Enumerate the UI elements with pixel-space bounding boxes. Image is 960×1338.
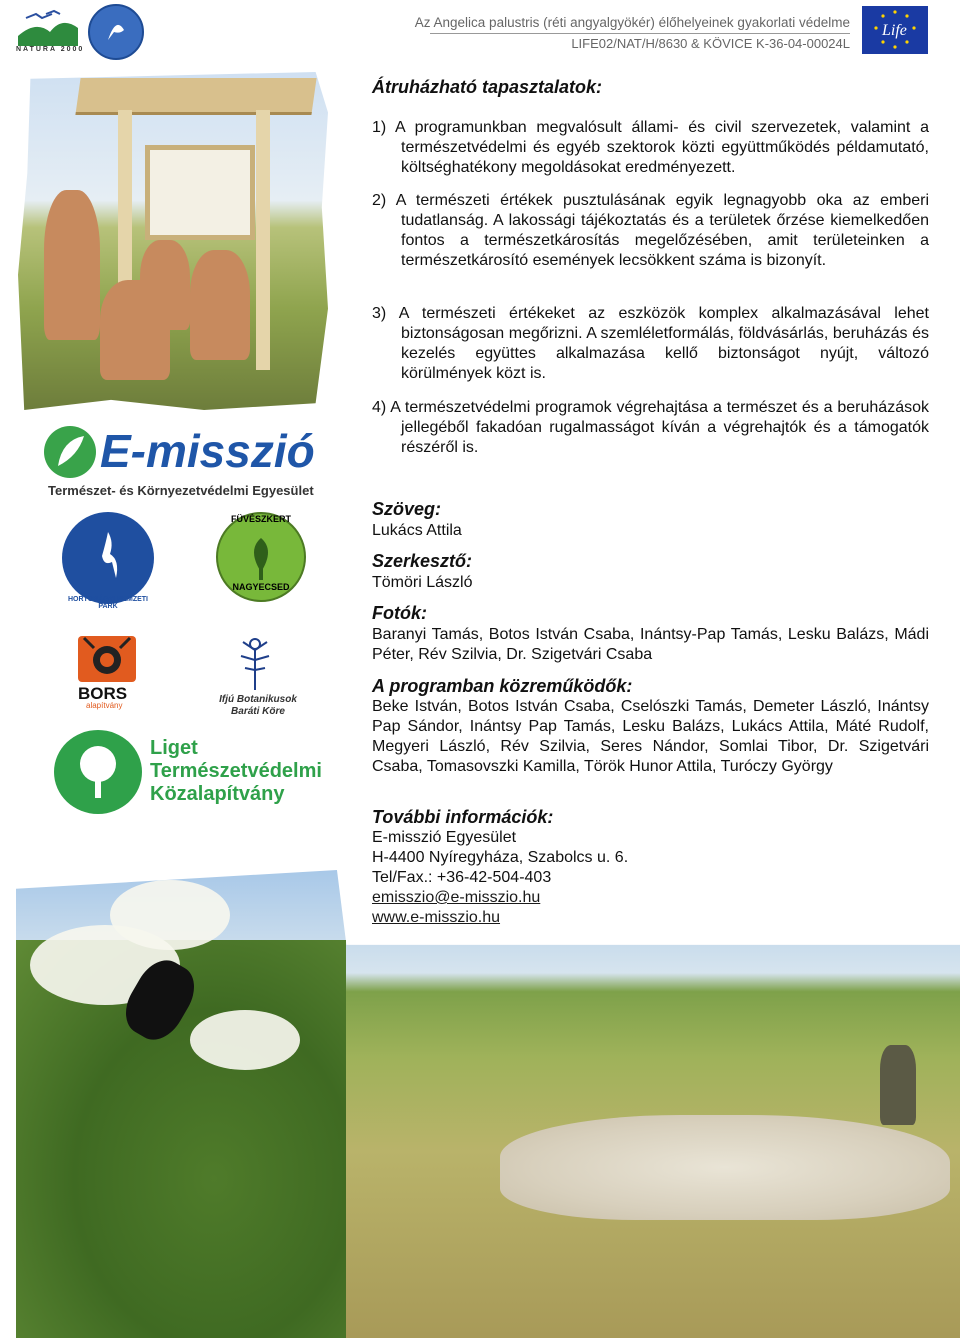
editor-value: Tömöri László [372, 574, 473, 591]
point-2 [372, 191, 929, 271]
info-web-row [372, 908, 929, 928]
bors-label: BORS [78, 684, 128, 703]
ibk-line1: Ifjú Botanikusok [219, 694, 297, 705]
point-2-text: 2) A természeti értékek pusztulásának egyik legnagyobb oka az emberi tudatlanság. A lakossági tájékoztatás és a területek őrzése kiemelkedően fontos a természetkárosítás megelőzésében, amit területeinken a természetkárosító események lecsökkent száma is bizonyít. [372, 192, 929, 269]
info-email-row [372, 888, 929, 908]
bors-logo-icon [78, 636, 136, 682]
life-logo [862, 6, 928, 54]
liget-line2: Természetvédelmi [150, 760, 322, 782]
point-3 [372, 304, 929, 384]
white-flower-cluster [190, 1010, 300, 1070]
liget-line3: Közalapítvány [150, 783, 285, 805]
person-figure [44, 190, 100, 340]
point-1 [372, 118, 929, 178]
editor-label: Szerkesztő: [372, 551, 473, 571]
fuveszkert-label-top: FÜVÉSZKERT [230, 514, 291, 524]
photos-label: Fotók: [372, 603, 427, 623]
text-author-label: Szöveg: [372, 499, 442, 519]
liget-tree-icon [54, 730, 142, 814]
info-org: E-misszió Egyesület [372, 829, 517, 846]
ibk-plant-icon [232, 636, 278, 690]
text-author-value: Lukács Attila [372, 522, 462, 539]
booth-roof [75, 78, 316, 115]
experiences-heading: Átruházható tapasztalatok: [372, 77, 603, 97]
sheep-flock [500, 1115, 950, 1220]
shepherd-figure [880, 1045, 916, 1125]
emissio-leaf-icon [44, 426, 96, 478]
emissio-logo-text: E-misszió [100, 425, 315, 477]
person-figure [140, 240, 190, 330]
booth-post-right [256, 110, 270, 370]
booth-info-board [145, 145, 255, 240]
point-4-text: 4) A természetvédelmi programok végrehajtása a természet és a beruházások jellegéből fakadóan rugalmasságot kíván a végrehajtók és a támogatók részéről is. [372, 399, 929, 456]
ibk-label [214, 694, 302, 718]
email-link[interactable]: emisszio@e-misszio.hu [372, 889, 541, 906]
person-figure [190, 250, 250, 360]
project-title: Az Angelica palustris (réti angyalgyökér) élőhelyeinek gyakorlati védelme [414, 15, 850, 30]
natura-label: NATURA 2000 [16, 46, 85, 53]
hnp-label: HORTOBÁGYI NEMZETI PARK [68, 596, 148, 610]
point-1-text: 1) A programunkban megvalósult állami- és civil szervezetek, valamint a természetvédelmi és egyéb szektorok közti együttműködés példamutató, költséghatékony megoldásokat eredményezett. [372, 119, 929, 176]
info-phone: Tel/Fax.: +36-42-504-403 [372, 869, 552, 886]
emissio-subtitle: Természet- és Környezetvédelmi Egyesület [48, 483, 314, 498]
liget-logo-text [150, 737, 322, 806]
info-label: További információk: [372, 807, 554, 827]
white-flower-cluster [110, 880, 230, 950]
project-code: LIFE02/NAT/H/8630 & KÖVICE K-36-04-00024L [571, 36, 850, 51]
liget-line1: Liget [150, 737, 198, 759]
ibk-line2: Baráti Köre [231, 706, 285, 717]
header-divider [430, 33, 850, 34]
photos-value: Baranyi Tamás, Botos István Csaba, Inántsy-Pap Tamás, Lesku Balázs, Mádi Péter, Rév Szilvia, Dr. Szigetvári Csaba [372, 626, 929, 663]
website-link[interactable]: www.e-misszio.hu [372, 909, 501, 926]
point-4 [372, 398, 929, 458]
contributors-label: A programban közreműködők: [372, 676, 633, 696]
hortobagy-national-park-logo [62, 512, 154, 604]
life-text: Life [882, 22, 907, 39]
info-address: H-4400 Nyíregyháza, Szabolcs u. 6. [372, 849, 629, 866]
termeszetvedelem-logo [88, 4, 144, 60]
bors-sublabel: alapítvány [86, 701, 123, 710]
contributors-value: Beke István, Botos István Csaba, Cselószki Tamás, Demeter László, Inántsy Pap Sándor, Inántsy Pap Tamás, Lesku Balázs, Lukács Attila, Máté Rudolf, Megyeri László, Rév Szilvia, Seres Nándor, Somlai Tibor, Dr. Szigetvári Csaba, Tomasovszki Kamilla, Török Hunor Attila, Turóczy György [372, 698, 929, 775]
point-3-text: 3) A természeti értékeket az eszközök komplex alkalmazásával lehet biztonságosan megőrizni. A szemléletformálás, földvásárlás, beruházás és kezelés együttes alkalmazása kellő biztonságot nyújt, változó körülmények közt is. [372, 305, 929, 382]
fuveszkert-label-bottom: NAGYECSED [232, 582, 290, 592]
